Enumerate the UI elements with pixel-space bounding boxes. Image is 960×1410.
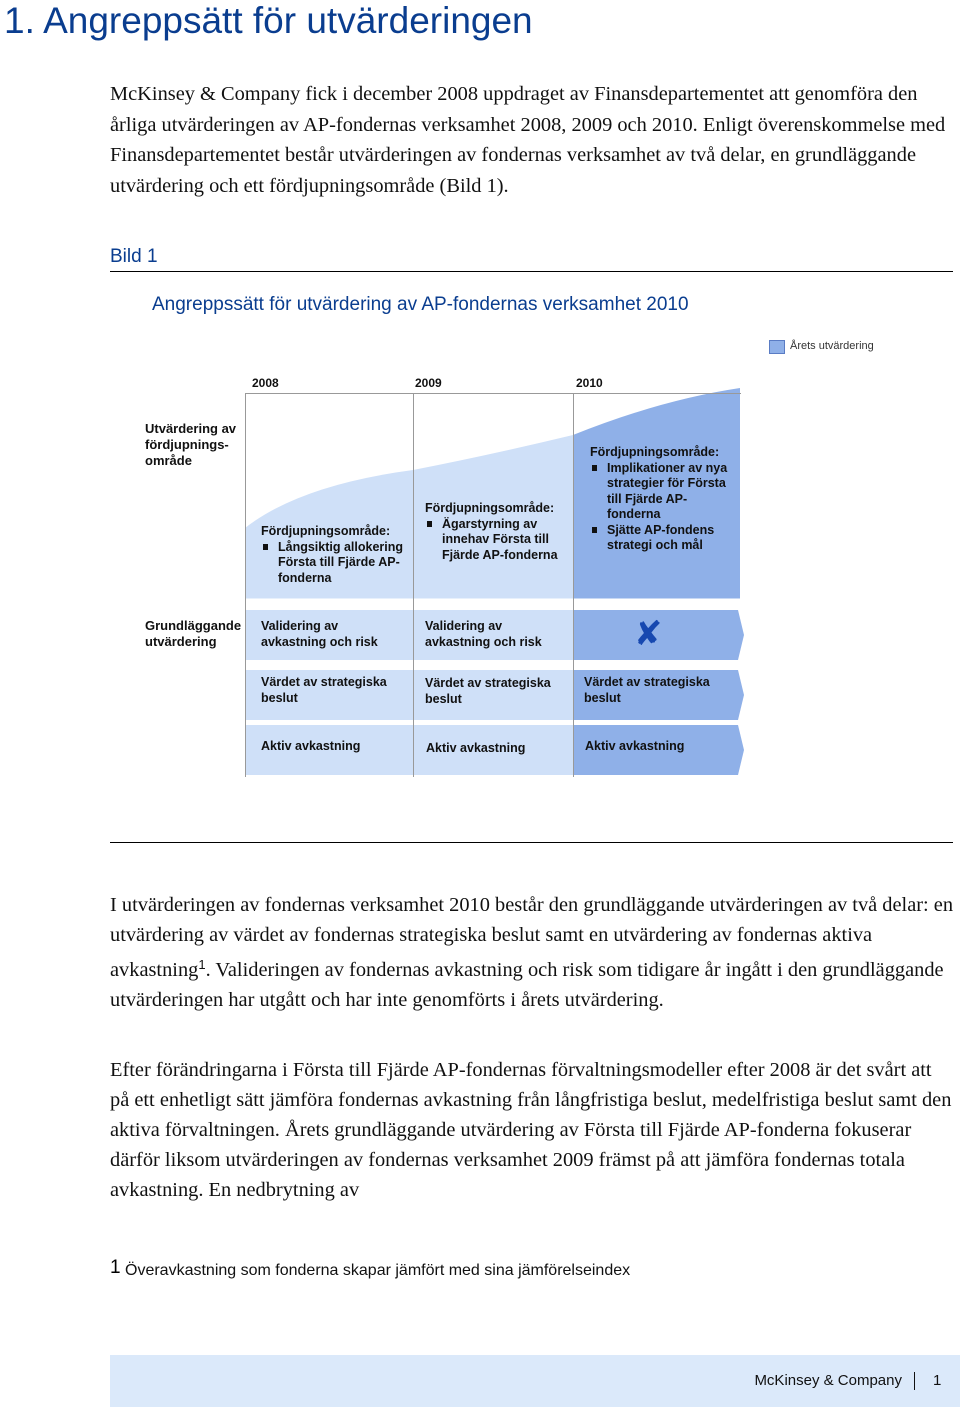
body-paragraph-2: Efter förändringarna i Första till Fjärde AP-fondernas förvaltningsmodeller efter 2008 är det svårt att på ett enhetligt sätt jämföra fondernas avkastning från långfristiga beslut, medelfristiga beslut samt den aktiva förvaltningen. Årets grundläggande utvärdering av Första till Fjärde AP-fonderna fokuserar därför liksom utvärderingen av fondernas verksamhet 2009 främst på att jämföra fondernas totala avkastning. En nedbrytning av bbox=[110, 1059, 952, 1201]
deep-2008-bullets bbox=[261, 540, 411, 587]
page-heading: 1. Angreppsätt för utvärderingen bbox=[4, 0, 533, 41]
year-2009: 2009 bbox=[415, 376, 442, 390]
basic-r1-2008: Validering av avkastning och risk bbox=[261, 619, 378, 649]
divider-2008 bbox=[245, 394, 246, 777]
legend-label: Årets utvärdering bbox=[790, 340, 874, 352]
footer-company: McKinsey & Company bbox=[754, 1372, 902, 1389]
deep-2010-heading: Fördjupningsområde: bbox=[590, 445, 720, 459]
row-label-basic: Grundläggande utvärdering bbox=[145, 618, 242, 649]
basic-r1-2009: Validering av avkastning och risk bbox=[425, 619, 542, 649]
footer-separator bbox=[914, 1372, 915, 1390]
figure-bottom-rule bbox=[110, 842, 953, 843]
year-2009-line bbox=[413, 393, 573, 394]
deep-2010-bullets bbox=[590, 461, 735, 554]
basic-r3-2009: Aktiv avkastning bbox=[426, 741, 526, 755]
intro-paragraph: McKinsey & Company fick i december 2008 uppdraget av Finansdepartementet att genomföra den årliga utvärderingen av AP-fondernas verksamhet 2008, 2009 och 2010. Enligt överenskommelse med Finansdepartementet består utvärderingen av fondernas verksamhet av två delar, en grundläggande utvärdering och ett fördjupningsområde (Bild 1). bbox=[110, 83, 946, 197]
basic-r2-2008: Värdet av strategiska beslut bbox=[261, 675, 387, 705]
year-2010-line bbox=[573, 393, 741, 394]
basic-r3-2008: Aktiv avkastning bbox=[261, 739, 361, 753]
figure-label: Bild 1 bbox=[110, 246, 158, 267]
bullet-item: Långsiktig allokering Första till Fjärde AP-fonderna bbox=[261, 540, 411, 587]
divider-2010 bbox=[573, 394, 574, 777]
year-2008: 2008 bbox=[252, 376, 279, 390]
basic-r2-2009: Värdet av strategiska beslut bbox=[425, 676, 551, 706]
footnote-ref: 1 bbox=[198, 957, 206, 972]
bullet-item: Implikationer av nya strategier för Första till Fjärde AP-fonderna bbox=[590, 461, 735, 523]
bullet-item: Sjätte AP-fondens strategi och mål bbox=[590, 523, 735, 554]
body-paragraph-1 bbox=[110, 890, 955, 1015]
deep-cell-2008 bbox=[261, 524, 411, 586]
footnote-marker: 1 bbox=[110, 1257, 121, 1278]
deep-2008-heading: Fördjupningsområde: bbox=[261, 524, 391, 538]
divider-2009 bbox=[413, 394, 414, 777]
removed-cross-icon: ✘ bbox=[634, 615, 663, 653]
bullet-item: Ägarstyrning av innehav Första till Fjärde AP-fonderna bbox=[425, 517, 570, 564]
basic-r2-2010: Värdet av strategiska beslut bbox=[584, 675, 710, 705]
deep-2009-heading: Fördjupningsområde: bbox=[425, 501, 555, 515]
year-2008-line bbox=[245, 393, 413, 394]
deep-cell-2010 bbox=[590, 445, 735, 554]
row-label-deep: Utvärdering av fördjupnings-område bbox=[145, 421, 237, 468]
body1-text-a: I utvärderingen av fondernas verksamhet 2010 består den grundläggande utvärderingen av två delar: en utvärdering av värdet av fondernas strategiska beslut samt en utvärdering av fondernas aktiva avkastning bbox=[110, 894, 954, 981]
page-number: 1 bbox=[933, 1372, 942, 1389]
year-2010: 2010 bbox=[576, 376, 603, 390]
footnote-text: Överavkastning som fonderna skapar jämfört med sina jämförelseindex bbox=[125, 1262, 631, 1279]
deep-cell-2009 bbox=[425, 501, 570, 563]
body1-text-b: . Valideringen av fondernas avkastning och risk som tidigare år ingått i den grundläggande utvärderingen har utgått och har inte genomförts i årets utvärdering. bbox=[110, 959, 944, 1011]
basic-r3-2010: Aktiv avkastning bbox=[585, 739, 685, 753]
deep-2009-bullets bbox=[425, 517, 570, 564]
figure-title: Angreppssätt för utvärdering av AP-fondernas verksamhet 2010 bbox=[152, 294, 689, 315]
